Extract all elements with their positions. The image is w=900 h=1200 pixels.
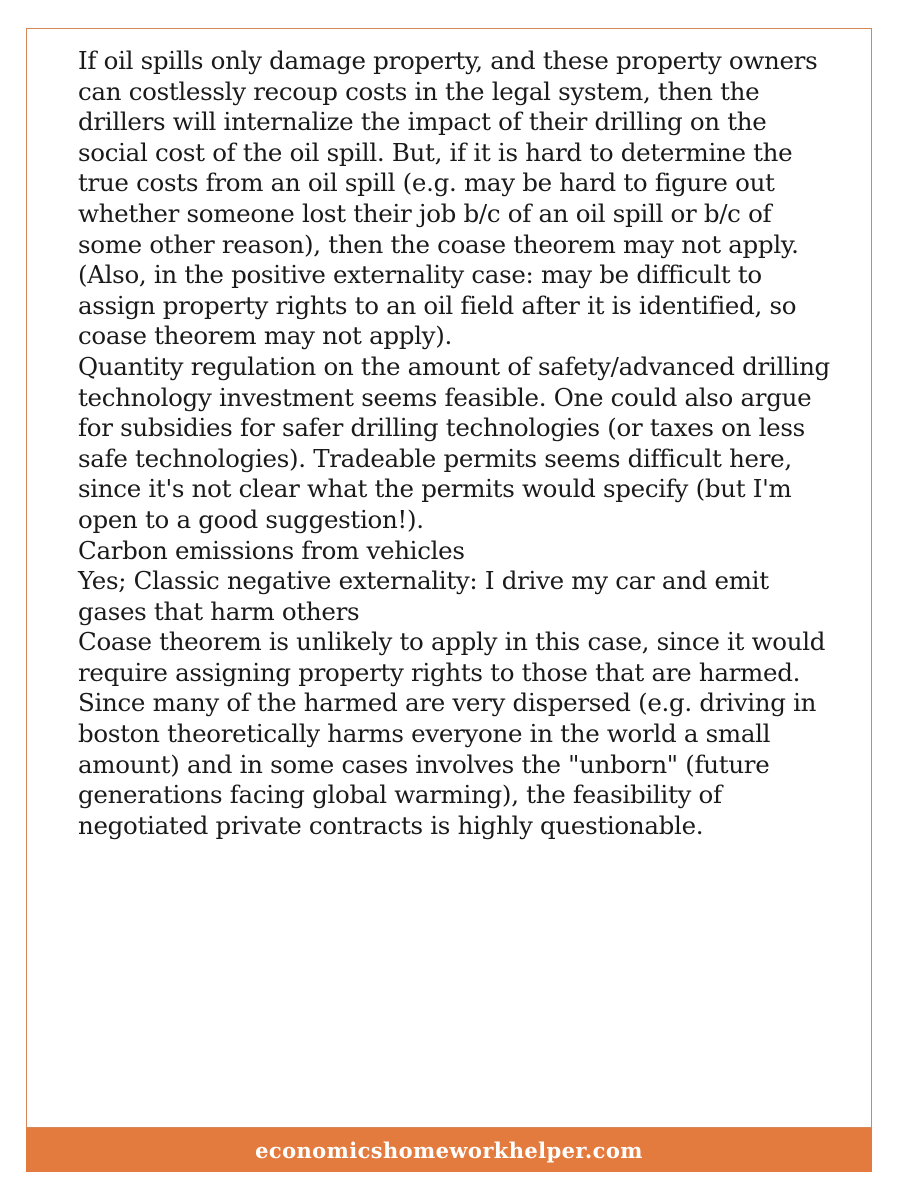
heading-carbon-emissions: Carbon emissions from vehicles [78,535,465,565]
document-body [78,46,838,1096]
footer-website: economicshomeworkhelper.com [255,1137,643,1163]
paragraph-negative-externality: Yes; Classic negative externality: I drive my car and emit gases that harm others [78,566,769,626]
footer-bar [26,1128,872,1172]
paragraph-coase-unlikely: Coase theorem is unlikely to apply in this case, since it would require assigning property rights to those that are harmed. Since many of the harmed are very dispersed (e.g. driving in boston theoretically harms everyone in the world a small amount) and in some cases involves the "unborn" (future generations facing global warming), the feasibility of negotiated private contracts is highly questionable. [78,627,826,840]
paragraph-coase-oil-spill: If oil spills only damage property, and these property owners can costlessly recoup costs in the legal system, then the drillers will internalize the impact of their drilling on the social cost of the oil spill. But, if it is hard to determine the true costs from an oil spill (e.g. may be hard to figure out whether someone lost their job b/c of an oil spill or b/c of some other reason), then the coase theorem may not apply. (Also, in the positive externality case: may be difficult to assign property rights to an oil field after it is identified, so coase theorem may not apply). [78,46,818,351]
paragraph-quantity-regulation: Quantity regulation on the amount of safety/advanced drilling technology investment seems feasible. One could also argue for subsidies for safer drilling technologies (or taxes on less safe technologies). Tradeable permits seems difficult here, since it's not clear what the permits would specify (but I'm open to a good suggestion!). [78,351,830,534]
